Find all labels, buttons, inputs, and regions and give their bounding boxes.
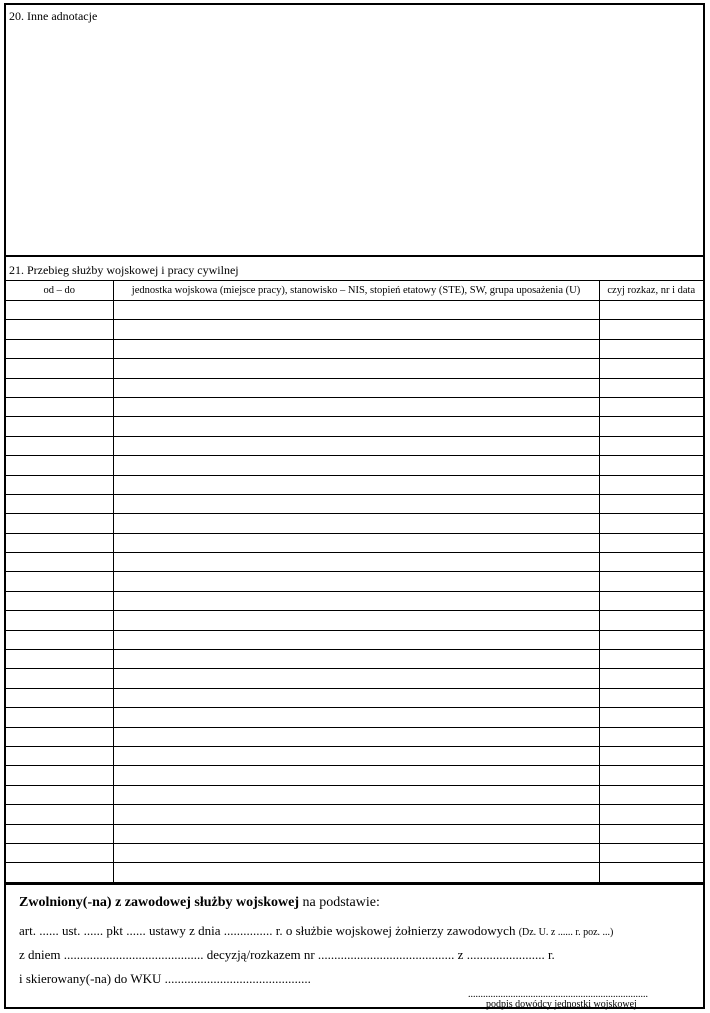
- section-20-label: 20. Inne adnotacje: [9, 9, 98, 23]
- table-row: [6, 785, 703, 804]
- legal-basis-line: [19, 923, 613, 939]
- period-cell[interactable]: [6, 630, 113, 649]
- order-cell[interactable]: [599, 805, 703, 824]
- unit-cell[interactable]: [113, 824, 599, 843]
- order-cell[interactable]: [599, 766, 703, 785]
- period-cell[interactable]: [6, 320, 113, 339]
- table-row: [6, 436, 703, 455]
- column-header-period: od – do: [6, 281, 113, 301]
- order-cell[interactable]: [599, 863, 703, 882]
- unit-cell[interactable]: [113, 456, 599, 475]
- table-row: [6, 805, 703, 824]
- unit-cell[interactable]: [113, 378, 599, 397]
- signature-label: podpis dowódcy jednostki wojskowej: [486, 999, 637, 1010]
- order-cell[interactable]: [599, 824, 703, 843]
- order-cell[interactable]: [599, 475, 703, 494]
- order-cell[interactable]: [599, 630, 703, 649]
- discharge-heading: [19, 895, 380, 911]
- order-cell[interactable]: [599, 456, 703, 475]
- table-row: [6, 669, 703, 688]
- unit-cell[interactable]: [113, 766, 599, 785]
- table-row: [6, 746, 703, 765]
- discharge-section: [6, 883, 703, 1010]
- unit-cell[interactable]: [113, 708, 599, 727]
- period-cell[interactable]: [6, 746, 113, 765]
- unit-cell[interactable]: [113, 359, 599, 378]
- order-cell[interactable]: [599, 378, 703, 397]
- order-cell[interactable]: [599, 436, 703, 455]
- unit-cell[interactable]: [113, 805, 599, 824]
- period-cell[interactable]: [6, 494, 113, 513]
- period-cell[interactable]: [6, 611, 113, 630]
- table-row: [6, 572, 703, 591]
- table-row: [6, 553, 703, 572]
- order-cell[interactable]: [599, 417, 703, 436]
- table-row: [6, 591, 703, 610]
- order-cell[interactable]: [599, 591, 703, 610]
- table-header-row: [6, 281, 703, 301]
- period-cell[interactable]: [6, 824, 113, 843]
- period-cell[interactable]: [6, 843, 113, 862]
- unit-cell[interactable]: [113, 514, 599, 533]
- period-cell[interactable]: [6, 553, 113, 572]
- journal-reference: (Dz. U. z ...... r. poz. ...): [518, 927, 614, 938]
- order-cell[interactable]: [599, 669, 703, 688]
- table-row: [6, 650, 703, 669]
- unit-cell[interactable]: [113, 843, 599, 862]
- table-row: [6, 630, 703, 649]
- unit-cell[interactable]: [113, 301, 599, 320]
- table-row: [6, 824, 703, 843]
- period-cell[interactable]: [6, 456, 113, 475]
- unit-cell[interactable]: [113, 417, 599, 436]
- order-cell[interactable]: [599, 514, 703, 533]
- service-history-table: [6, 280, 703, 883]
- section-other-annotations: [6, 5, 703, 257]
- period-cell[interactable]: [6, 339, 113, 358]
- period-cell[interactable]: [6, 727, 113, 746]
- form-frame: [4, 3, 705, 1009]
- unit-cell[interactable]: [113, 494, 599, 513]
- table-row: [6, 456, 703, 475]
- section-21-label: 21. Przebieg służby wojskowej i pracy cywilnej: [9, 263, 239, 277]
- table-row: [6, 359, 703, 378]
- table-body: [6, 301, 703, 883]
- unit-cell[interactable]: [113, 863, 599, 882]
- order-cell[interactable]: [599, 397, 703, 416]
- order-cell[interactable]: [599, 533, 703, 552]
- table-row: [6, 320, 703, 339]
- legal-basis-text: art. ...... ust. ...... pkt ...... ustawy z dnia ............... r. o służbie wojskowej żołnierzy zawodowych: [19, 923, 519, 938]
- unit-cell[interactable]: [113, 591, 599, 610]
- table-row: [6, 378, 703, 397]
- order-cell[interactable]: [599, 785, 703, 804]
- period-cell[interactable]: [6, 650, 113, 669]
- unit-cell[interactable]: [113, 630, 599, 649]
- period-cell[interactable]: [6, 766, 113, 785]
- table-row: [6, 475, 703, 494]
- order-cell[interactable]: [599, 688, 703, 707]
- period-cell[interactable]: [6, 572, 113, 591]
- order-cell[interactable]: [599, 708, 703, 727]
- period-cell[interactable]: [6, 669, 113, 688]
- unit-cell[interactable]: [113, 572, 599, 591]
- order-cell[interactable]: [599, 746, 703, 765]
- table-row: [6, 301, 703, 320]
- period-cell[interactable]: [6, 301, 113, 320]
- unit-cell[interactable]: [113, 611, 599, 630]
- table-row: [6, 514, 703, 533]
- order-cell[interactable]: [599, 572, 703, 591]
- section-service-history: [6, 257, 703, 884]
- period-cell[interactable]: [6, 397, 113, 416]
- order-cell[interactable]: [599, 301, 703, 320]
- order-cell[interactable]: [599, 320, 703, 339]
- column-header-unit: jednostka wojskowa (miejsce pracy), stanowisko – NIS, stopień etatowy (STE), SW, grupa uposażenia (U): [113, 281, 599, 301]
- wku-referral-line: i skierowany(-na) do WKU .............................................: [19, 971, 311, 986]
- signature-line: ........................................................................: [468, 989, 648, 1000]
- column-header-order: czyj rozkaz, nr i data: [599, 281, 703, 301]
- table-row: [6, 727, 703, 746]
- period-cell[interactable]: [6, 417, 113, 436]
- order-cell[interactable]: [599, 843, 703, 862]
- period-cell[interactable]: [6, 688, 113, 707]
- period-cell[interactable]: [6, 533, 113, 552]
- table-row: [6, 494, 703, 513]
- period-cell[interactable]: [6, 591, 113, 610]
- order-cell[interactable]: [599, 611, 703, 630]
- unit-cell[interactable]: [113, 397, 599, 416]
- table-row: [6, 843, 703, 862]
- period-cell[interactable]: [6, 514, 113, 533]
- order-cell[interactable]: [599, 339, 703, 358]
- order-cell[interactable]: [599, 359, 703, 378]
- unit-cell[interactable]: [113, 688, 599, 707]
- period-cell[interactable]: [6, 359, 113, 378]
- table-row: [6, 339, 703, 358]
- discharge-heading-rest: na podstawie:: [299, 895, 380, 910]
- unit-cell[interactable]: [113, 669, 599, 688]
- table-row: [6, 863, 703, 882]
- table-row: [6, 688, 703, 707]
- unit-cell[interactable]: [113, 727, 599, 746]
- discharge-heading-bold: Zwolniony(-na) z zawodowej służby wojskowej: [19, 895, 299, 910]
- unit-cell[interactable]: [113, 553, 599, 572]
- unit-cell[interactable]: [113, 475, 599, 494]
- unit-cell[interactable]: [113, 650, 599, 669]
- period-cell[interactable]: [6, 805, 113, 824]
- unit-cell[interactable]: [113, 785, 599, 804]
- unit-cell[interactable]: [113, 339, 599, 358]
- period-cell[interactable]: [6, 436, 113, 455]
- discharge-date-line: z dniem ........................................... decyzją/rozkazem nr .......................................... z ........................ r.: [19, 947, 555, 962]
- period-cell[interactable]: [6, 378, 113, 397]
- unit-cell[interactable]: [113, 436, 599, 455]
- table-row: [6, 708, 703, 727]
- table-row: [6, 533, 703, 552]
- order-cell[interactable]: [599, 650, 703, 669]
- table-row: [6, 417, 703, 436]
- unit-cell[interactable]: [113, 746, 599, 765]
- period-cell[interactable]: [6, 475, 113, 494]
- unit-cell[interactable]: [113, 533, 599, 552]
- period-cell[interactable]: [6, 863, 113, 882]
- unit-cell[interactable]: [113, 320, 599, 339]
- order-cell[interactable]: [599, 494, 703, 513]
- period-cell[interactable]: [6, 708, 113, 727]
- table-row: [6, 397, 703, 416]
- table-row: [6, 766, 703, 785]
- period-cell[interactable]: [6, 785, 113, 804]
- order-cell[interactable]: [599, 553, 703, 572]
- table-row: [6, 611, 703, 630]
- order-cell[interactable]: [599, 727, 703, 746]
